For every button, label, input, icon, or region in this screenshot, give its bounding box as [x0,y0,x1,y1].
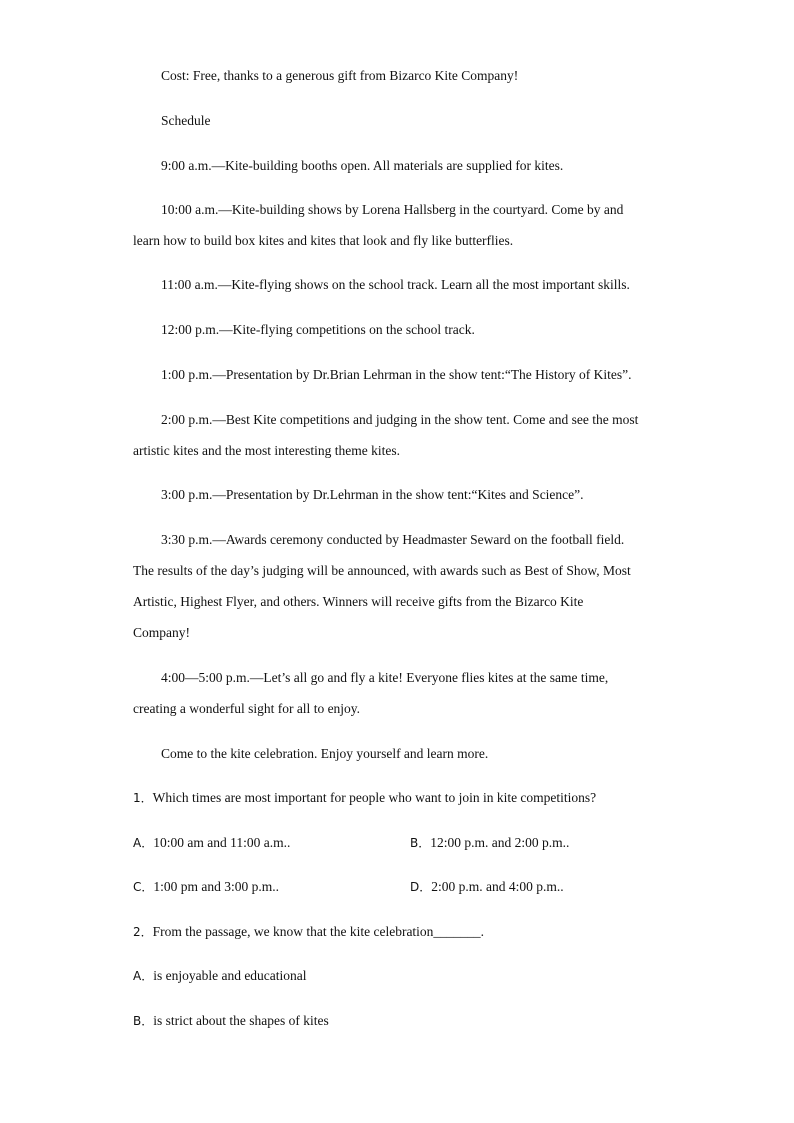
option-1c [133,878,279,896]
option-label: A． [133,969,154,983]
closing-line: Come to the kite celebration. Enjoy yourself and learn more. [161,746,489,761]
option-1d [410,878,564,896]
schedule-item-1100: 11:00 a.m.—Kite-flying shows on the school track. Learn all the most important skills. [161,277,630,292]
option-text: 2:00 p.m. and 4:00 p.m.. [431,879,564,894]
schedule-item-900: 9:00 a.m.—Kite-building booths open. All materials are supplied for kites. [161,158,564,173]
option-text: 1:00 pm and 3:00 p.m.. [153,879,280,894]
option-label: D． [410,880,432,894]
option-label: A． [133,836,154,850]
schedule-item-200-line2: artistic kites and the most interesting theme kites. [133,443,400,458]
option-label: B． [410,836,431,850]
option-text: 10:00 am and 11:00 a.m.. [153,835,291,850]
option-1a [133,834,290,852]
option-label: B． [133,1014,154,1028]
schedule-item-100: 1:00 p.m.—Presentation by Dr.Brian Lehrman in the show tent:“The History of Kites”. [161,367,632,382]
option-2b [133,1012,329,1030]
schedule-item-330-line1: 3:30 p.m.—Awards ceremony conducted by Headmaster Seward on the football field. [161,532,625,547]
schedule-item-1200: 12:00 p.m.—Kite-flying competitions on the school track. [161,322,475,337]
cost-line: Cost: Free, thanks to a generous gift from Bizarco Kite Company! [161,68,519,83]
question-1 [133,789,596,807]
question-number: 1． [133,791,153,805]
schedule-item-330-line4: Company! [133,625,190,640]
option-1b [410,834,569,852]
schedule-item-300: 3:00 p.m.—Presentation by Dr.Lehrman in the show tent:“Kites and Science”. [161,487,584,502]
question-2 [133,923,484,941]
option-label: C． [133,880,154,894]
schedule-item-1000-line2: learn how to build box kites and kites that look and fly like butterflies. [133,233,514,248]
schedule-item-400-line1: 4:00—5:00 p.m.—Let’s all go and fly a kite! Everyone flies kites at the same time, [161,670,609,685]
option-text: is strict about the shapes of kites [153,1013,329,1028]
option-text: 12:00 p.m. and 2:00 p.m.. [430,835,570,850]
schedule-item-400-line2: creating a wonderful sight for all to enjoy. [133,701,361,716]
question-text: From the passage, we know that the kite celebration_______. [152,924,485,939]
schedule-item-200-line1: 2:00 p.m.—Best Kite competitions and judging in the show tent. Come and see the most [161,412,639,427]
question-text: Which times are most important for people who want to join in kite competitions? [152,790,597,805]
schedule-item-330-line2: The results of the day’s judging will be announced, with awards such as Best of Show, Most [133,563,631,578]
schedule-item-1000-line1: 10:00 a.m.—Kite-building shows by Lorena Hallsberg in the courtyard. Come by and [161,202,624,217]
schedule-heading: Schedule [161,113,211,128]
option-2a [133,967,307,985]
option-text: is enjoyable and educational [153,968,307,983]
schedule-item-330-line3: Artistic, Highest Flyer, and others. Winners will receive gifts from the Bizarco Kite [133,594,584,609]
question-number: 2． [133,925,153,939]
